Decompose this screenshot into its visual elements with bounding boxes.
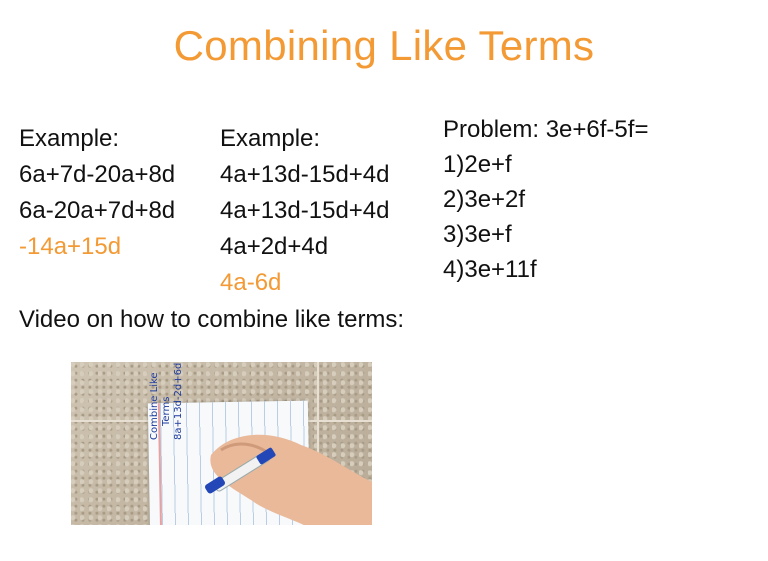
handwriting-line: Combine Like — [149, 372, 160, 440]
problem-choice-4: 4)3e+11f — [443, 256, 537, 283]
example-2-step-1: 4a+13d-15d+4d — [220, 161, 390, 188]
handwriting-line: Terms — [161, 396, 172, 426]
problem — [443, 112, 648, 287]
example-1-step-2: 6a-20a+7d+8d — [19, 197, 176, 224]
example-2 — [220, 121, 390, 301]
example-1 — [19, 121, 175, 265]
example-2-answer: 4a-6d — [220, 269, 282, 296]
problem-choice-2: 2)3e+2f — [443, 186, 526, 213]
hand-holding-marker — [191, 425, 372, 525]
problem-choice-1: 1)2e+f — [443, 151, 512, 178]
page-title: Combining Like Terms — [173, 22, 595, 69]
video-handwriting — [149, 363, 185, 440]
problem-choice-3: 3)3e+f — [443, 221, 512, 248]
example-2-step-2: 4a+13d-15d+4d — [220, 197, 390, 224]
example-2-step-3: 4a+2d+4d — [220, 233, 329, 260]
example-2-heading: Example: — [220, 125, 321, 152]
handwriting-line: 8a+13d-2d+6d — [173, 362, 184, 440]
example-1-heading: Example: — [19, 125, 120, 152]
example-1-answer: -14a+15d — [19, 233, 122, 260]
example-1-step-1: 6a+7d-20a+8d — [19, 161, 176, 188]
video-caption: Video on how to combine like terms: — [19, 306, 405, 333]
video-player[interactable] — [71, 362, 372, 525]
problem-heading: Problem: 3e+6f-5f= — [443, 116, 649, 143]
